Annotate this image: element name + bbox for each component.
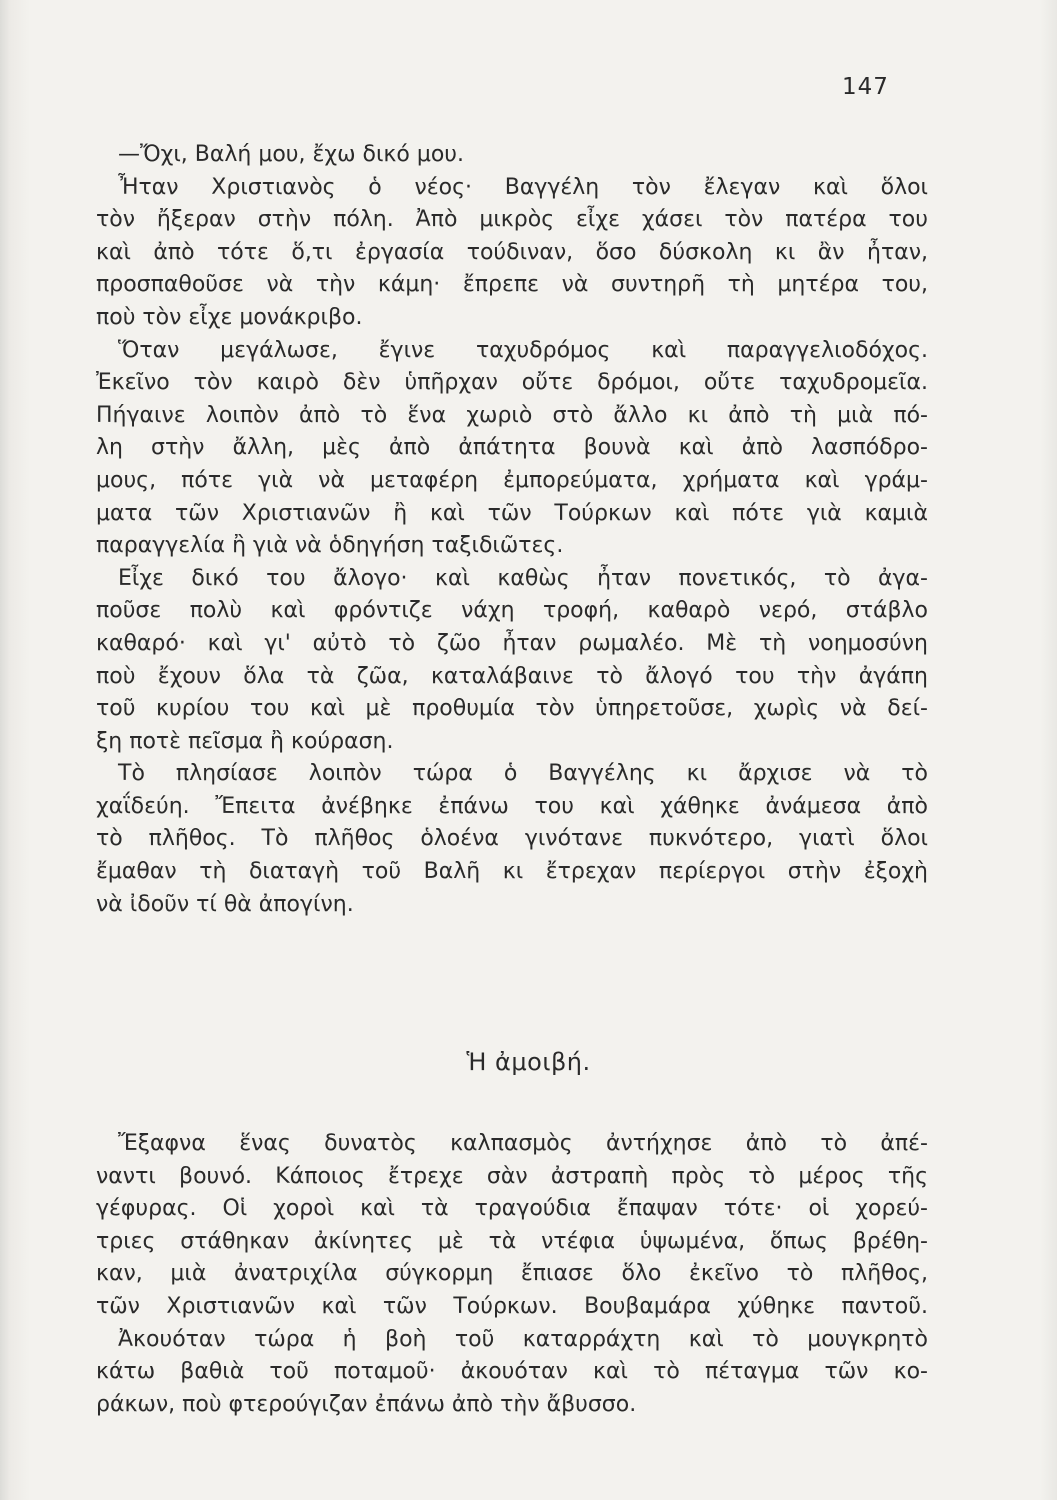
text-line: τοῦ κυρίου του καὶ μὲ προθυμία τὸν ὑπηρετοῦσε, χωρὶς νὰ δεί- (96, 696, 928, 722)
text-line: ἔμαθαν τὴ διαταγὴ τοῦ Βαλῆ κι ἔτρεχαν περίεργοι στὴν ἐξοχὴ (96, 859, 928, 885)
text-line: Ὅταν μεγάλωσε, ἔγινε ταχυδρόμος καὶ παραγγελιοδόχος. (118, 337, 928, 363)
text-line: μους, πότε γιὰ νὰ μεταφέρη ἐμπορεύματα, χρήματα καὶ γράμ- (96, 467, 928, 493)
text-line: ποὺ τὸν εἶχε μονάκριβο. (96, 304, 363, 330)
text-line: νὰ ἰδοῦν τί θὰ ἀπογίνη. (96, 891, 354, 917)
page-number: 147 (842, 74, 889, 100)
body-text-section-1 (96, 139, 928, 921)
text-line: Τὸ πλησίασε λοιπὸν τώρα ὁ Βαγγέλης κι ἄρχισε νὰ τὸ (118, 761, 928, 787)
section-heading: Ἡ ἀμοιβή. (466, 1048, 591, 1076)
text-line: ξη ποτὲ πεῖσμα ἢ κούραση. (96, 728, 394, 754)
text-line: λη στὴν ἄλλη, μὲς ἀπὸ ἀπάτητα βουνὰ καὶ ἀπὸ λασπόδρο- (96, 435, 928, 461)
text-line: παραγγελία ἢ γιὰ νὰ ὁδηγήση ταξιδιῶτες. (96, 533, 564, 559)
text-line: ποὺ ἔχουν ὅλα τὰ ζῶα, καταλάβαινε τὸ ἄλογό του τὴν ἀγάπη (96, 663, 928, 689)
text-line: ράκων, ποὺ φτερούγιζαν ἐπάνω ἀπὸ τὴν ἄβυσσο. (96, 1391, 637, 1417)
text-line: τὸ πλῆθος. Τὸ πλῆθος ὁλοένα γινότανε πυκνότερο, γιατὶ ὅλοι (96, 826, 928, 852)
text-line: καὶ ἀπὸ τότε ὅ,τι ἐργασία τούδιναν, ὅσο δύσκολη κι ἂν ἦταν, (96, 239, 928, 265)
text-line: Ἀκουόταν τώρα ἡ βοὴ τοῦ καταρράχτη καὶ τὸ μουγκρητὸ (118, 1326, 928, 1352)
text-line: Ἔξαφνα ἕνας δυνατὸς καλπασμὸς ἀντήχησε ἀπὸ τὸ ἀπέ- (118, 1131, 928, 1156)
text-line: Πήγαινε λοιπὸν ἀπὸ τὸ ἕνα χωριὸ στὸ ἄλλο κι ἀπὸ τὴ μιὰ πό- (96, 402, 928, 428)
text-line: κάτω βαθιὰ τοῦ ποταμοῦ· ἀκουόταν καὶ τὸ πέταγμα τῶν κο- (96, 1359, 928, 1385)
text-line: τριες στάθηκαν ἀκίνητες μὲ τὰ ντέφια ὑψωμένα, ὅπως βρέθη- (96, 1228, 928, 1254)
text-line: Ἐκεῖνο τὸν καιρὸ δὲν ὑπῆρχαν οὔτε δρόμοι, οὔτε ταχυδρομεῖα. (96, 370, 928, 396)
text-line: Ἦταν Χριστιανὸς ὁ νέος· Βαγγέλη τὸν ἔλεγαν καὶ ὅλοι (118, 174, 928, 200)
text-line: ναντι βουνό. Κάποιος ἔτρεχε σὰν ἀστραπὴ πρὸς τὸ μέρος τῆς (96, 1163, 928, 1189)
text-line: γέφυρας. Οἱ χοροὶ καὶ τὰ τραγούδια ἔπαψαν τότε· οἱ χορεύ- (96, 1196, 928, 1222)
text-line: Εἶχε δικό του ἄλογο· καὶ καθὼς ἦταν πονετικός, τὸ ἀγα- (118, 565, 928, 591)
text-line: χαΐδεύη. Ἔπειτα ἀνέβηκε ἐπάνω του καὶ χάθηκε ἀνάμεσα ἀπὸ (96, 793, 928, 819)
text-line: ματα τῶν Χριστιανῶν ἢ καὶ τῶν Τούρκων καὶ πότε γιὰ καμιὰ (96, 500, 928, 526)
body-text-section-2 (96, 1128, 928, 1421)
text-line: καν, μιὰ ἀνατριχίλα σύγκορμη ἔπιασε ὅλο ἐκεῖνο τὸ πλῆθος, (96, 1261, 928, 1287)
text-line: ποῦσε πολὺ καὶ φρόντιζε νάχη τροφή, καθαρὸ νερό, στάβλο (96, 598, 928, 624)
text-line: προσπαθοῦσε νὰ τὴν κάμη· ἔπρεπε νὰ συντηρῆ τὴ μητέρα του, (96, 272, 928, 298)
text-line: τῶν Χριστιανῶν καὶ τῶν Τούρκων. Βουβαμάρα χύθηκε παντοῦ. (96, 1293, 928, 1319)
text-line: καθαρό· καὶ γι' αὐτὸ τὸ ζῶο ἦταν ρωμαλέο. Μὲ τὴ νοημοσύνη (96, 630, 928, 656)
text-line: —Ὄχι, Βαλή μου, ἔχω δικό μου. (118, 142, 465, 167)
text-line: τὸν ἤξεραν στὴν πόλη. Ἀπὸ μικρὸς εἶχε χάσει τὸν πατέρα του (96, 207, 928, 233)
